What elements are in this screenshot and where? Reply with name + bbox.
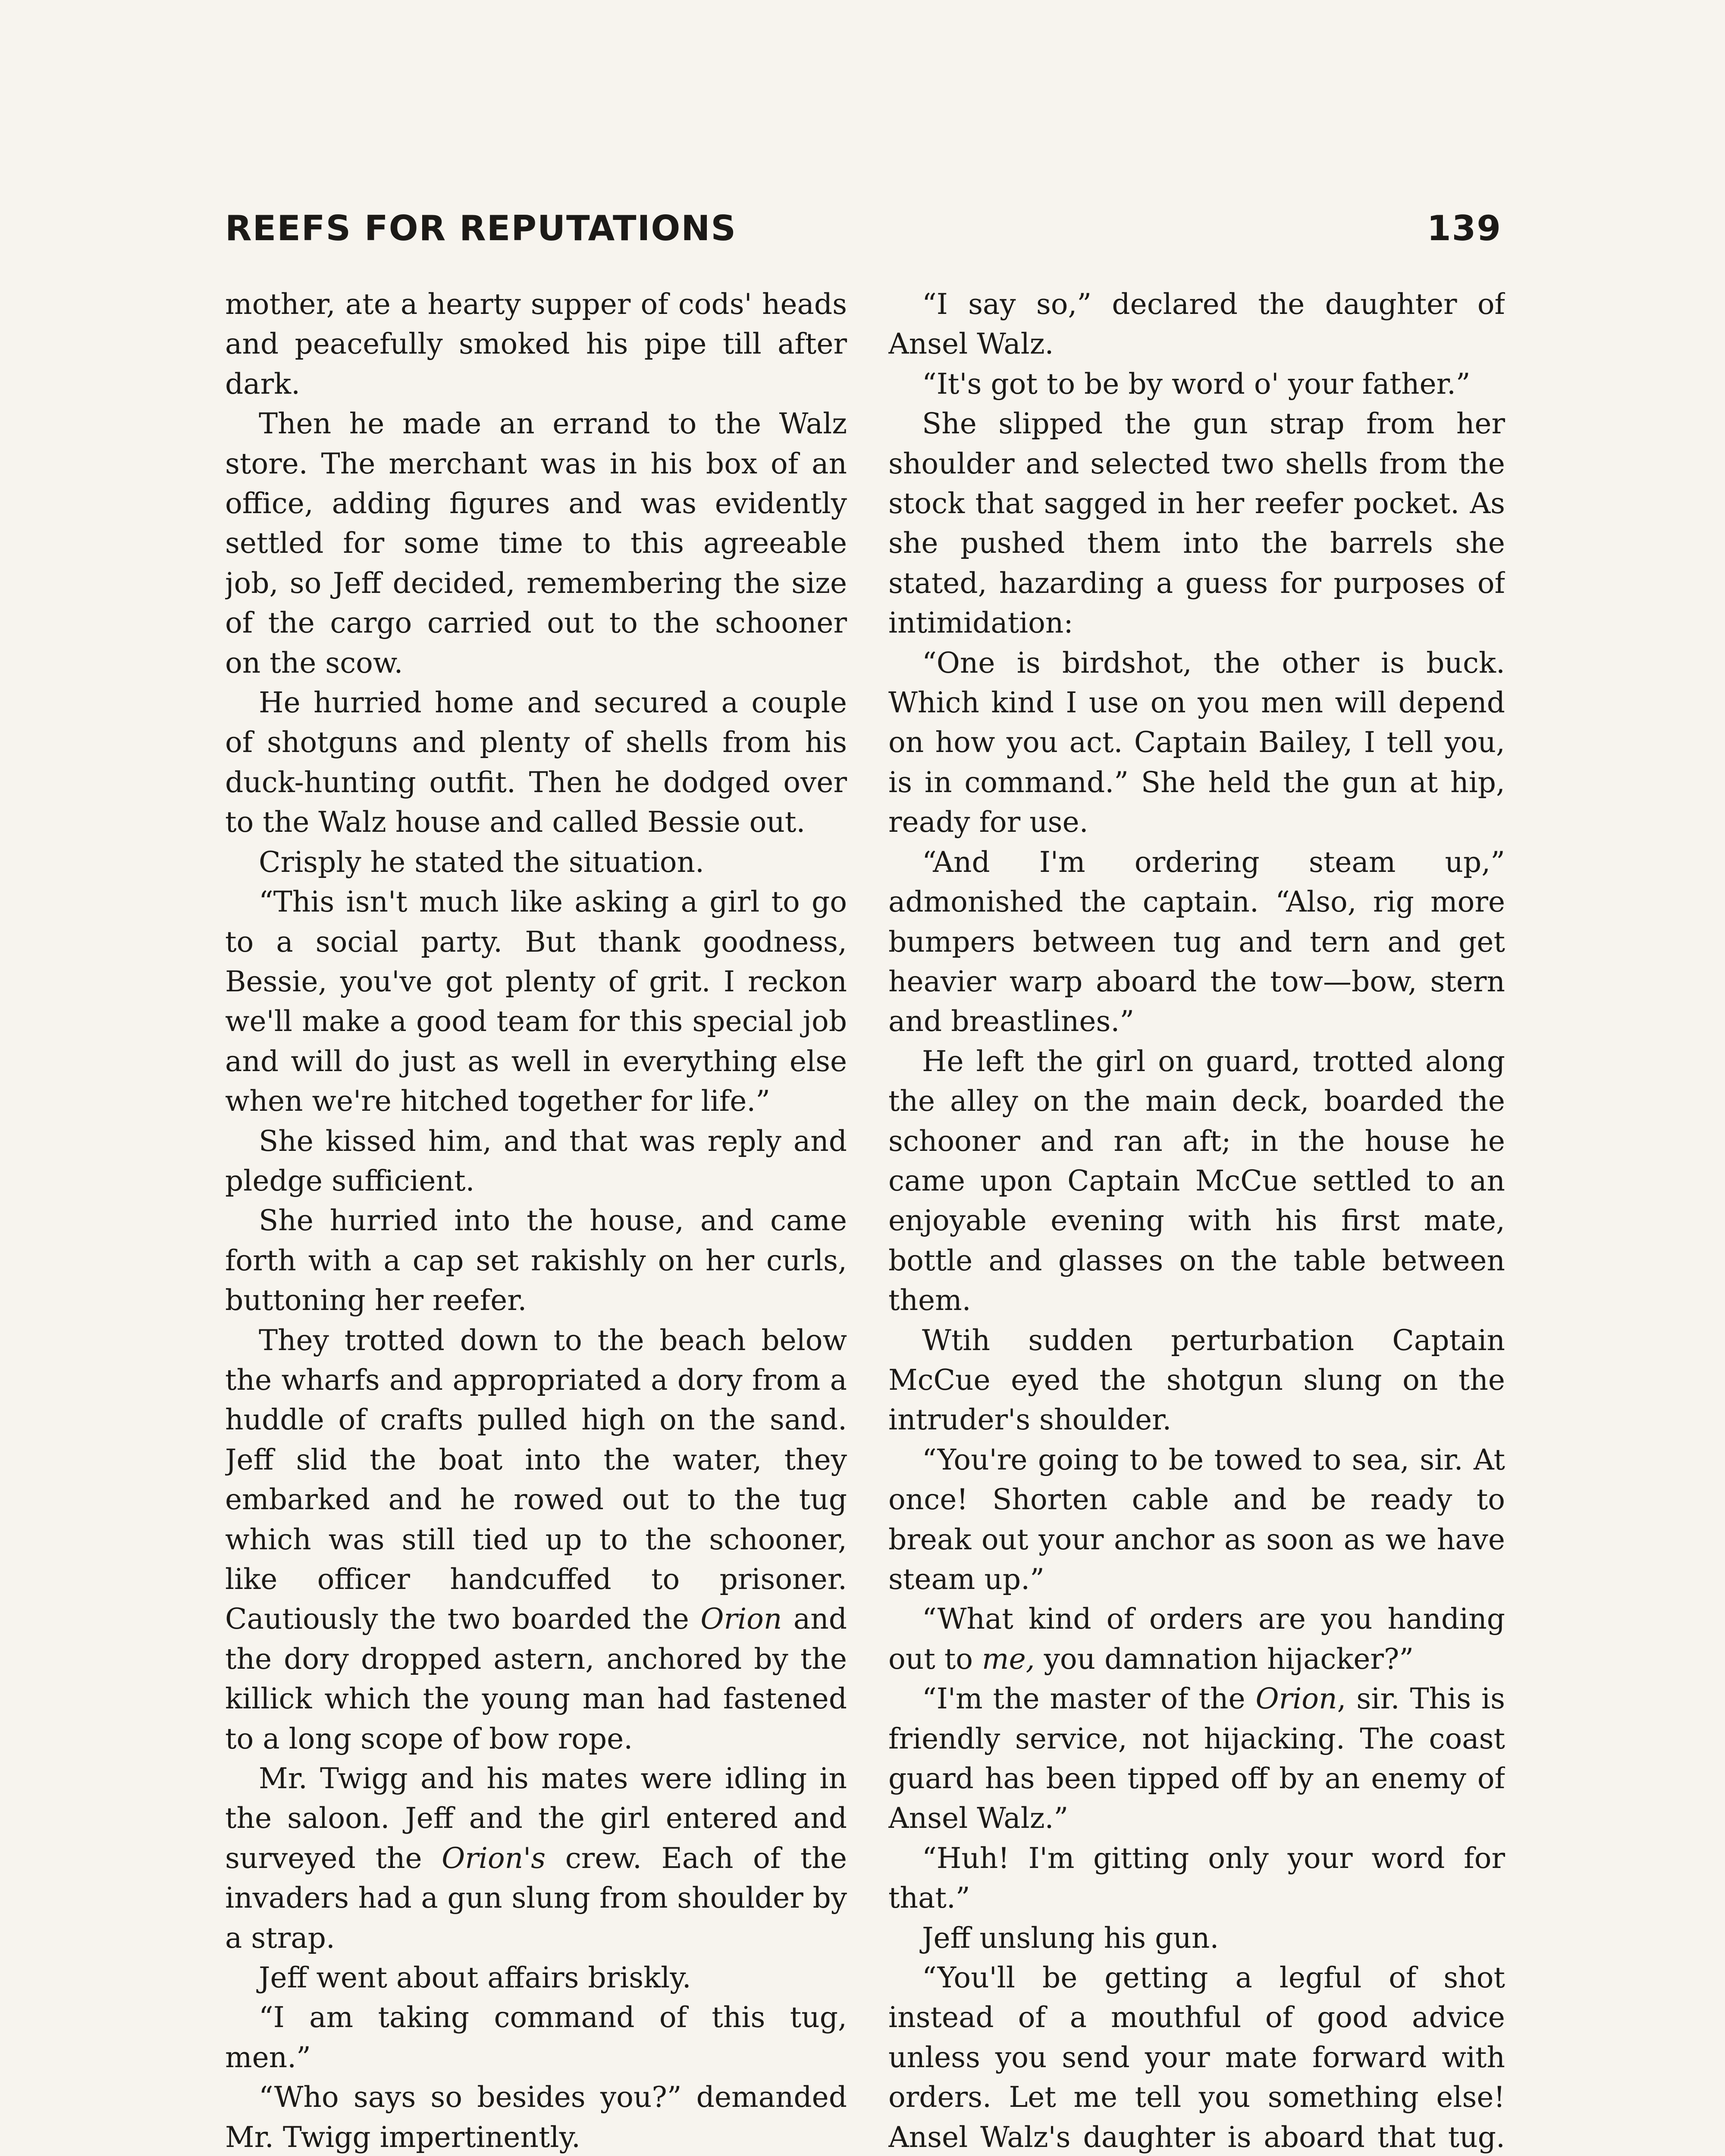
paragraph: “You're going to be towed to sea, sir. At once! Shorten cable and be ready to break out your anchor as soon as we have steam up.” bbox=[888, 1443, 1505, 1596]
paragraph: “Who says so besides you?” demanded Mr. Twigg impertinently. bbox=[225, 2081, 847, 2154]
paragraph: “And I'm ordering steam up,” admonished the captain. “Also, rig more bumpers between tug and tern and get heavier warp aboard the tow—bow, stern and breastlines.” bbox=[888, 845, 1505, 1038]
paragraph: “I'm the master of the Orion, sir. This is friendly service, not hijacking. The coast guard has been tipped off by an enemy of Ansel Walz.” bbox=[888, 1682, 1505, 1835]
paragraph: mother, ate a hearty supper of cods' heads and peacefully smoked his pipe till after dark. bbox=[225, 288, 847, 401]
running-title: REEFS FOR REPUTATIONS bbox=[225, 208, 737, 248]
page-header bbox=[225, 207, 1502, 267]
paragraph: “You'll be getting a legful of shot instead of a mouthful of good advice unless you send your mate forward with orders. Let me tell you something else! Ansel Walz's daughter is aboard that tug. bbox=[888, 1961, 1505, 2154]
paragraph: Jeff unslung his gun. bbox=[922, 1921, 1219, 1955]
paragraph: “What kind of orders are you handing out to me, you damnation hijacker?” bbox=[888, 1602, 1505, 1676]
page-number: 139 bbox=[1427, 208, 1502, 248]
paragraph: Crisply he stated the situation. bbox=[259, 845, 705, 879]
paragraph: He left the girl on guard, trotted along the alley on the main deck, boarded the schooner and ran aft; in the house he came upon Captain McCue settled to an enjoyable evening with his first mate, bottle and glasses on the table between them. bbox=[888, 1044, 1505, 1317]
paragraph: He hurried home and secured a couple of shotguns and plenty of shells from his duck-hunting outfit. Then he dodged over to the Walz house and called Bessie out. bbox=[225, 686, 847, 839]
paragraph: Mr. Twigg and his mates were idling in the saloon. Jeff and the girl entered and surveyed the Orion's crew. Each of the invaders had a gun slung from shoulder by a strap. bbox=[225, 1762, 847, 1955]
left-column bbox=[225, 285, 847, 2156]
paragraph: “It's got to be by word o' your father.” bbox=[922, 367, 1471, 401]
paragraph: Then he made an errand to the Walz store. The merchant was in his box of an office, adding figures and was evidently settled for some time to this agreeable job, so Jeff decided, remembering the size of the cargo carried out to the schooner on the scow. bbox=[225, 407, 847, 680]
paragraph: Jeff went about affairs briskly. bbox=[259, 1961, 691, 1995]
paragraph: She hurried into the house, and came forth with a cap set rakishly on her curls, buttoning her reefer. bbox=[225, 1204, 847, 1317]
paragraph: She slipped the gun strap from her shoulder and selected two shells from the stock that sagged in her reefer pocket. As she pushed them into the barrels she stated, hazarding a guess for purposes of intimidation: bbox=[888, 407, 1505, 640]
right-column bbox=[888, 285, 1505, 2156]
paragraph: She kissed him, and that was reply and pledge sufficient. bbox=[225, 1124, 847, 1197]
paragraph: Wtih sudden perturbation Captain McCue eyed the shotgun slung on the intruder's shoulder. bbox=[888, 1323, 1505, 1437]
paragraph: “I say so,” declared the daughter of Ansel Walz. bbox=[888, 288, 1505, 361]
paragraph: “I am taking command of this tug, men.” bbox=[225, 2001, 847, 2074]
paragraph: They trotted down to the beach below the wharfs and appropriated a dory from a huddle of crafts pulled high on the sand. Jeff slid the boat into the water, they embarked and he rowed out to the tug which was still tied up to the schooner, like officer handcuffed to prisoner. Cautiously the two boarded the Orion and the dory dropped astern, anchored by the killick which the young man had fastened to a long scope of bow rope. bbox=[225, 1323, 847, 1755]
paragraph: “One is birdshot, the other is buck. Which kind I use on you men will depend on how you act. Captain Bailey, I tell you, is in command.” She held the gun at hip, ready for use. bbox=[888, 646, 1505, 839]
paragraph: “This isn't much like asking a girl to go to a social party. But thank goodness, Bessie, you've got plenty of grit. I reckon we'll make a good team for this special job and will do just as well in everything else when we're hitched together for life.” bbox=[225, 885, 847, 1118]
paragraph: “Huh! I'm gitting only your word for that.” bbox=[888, 1841, 1505, 1915]
